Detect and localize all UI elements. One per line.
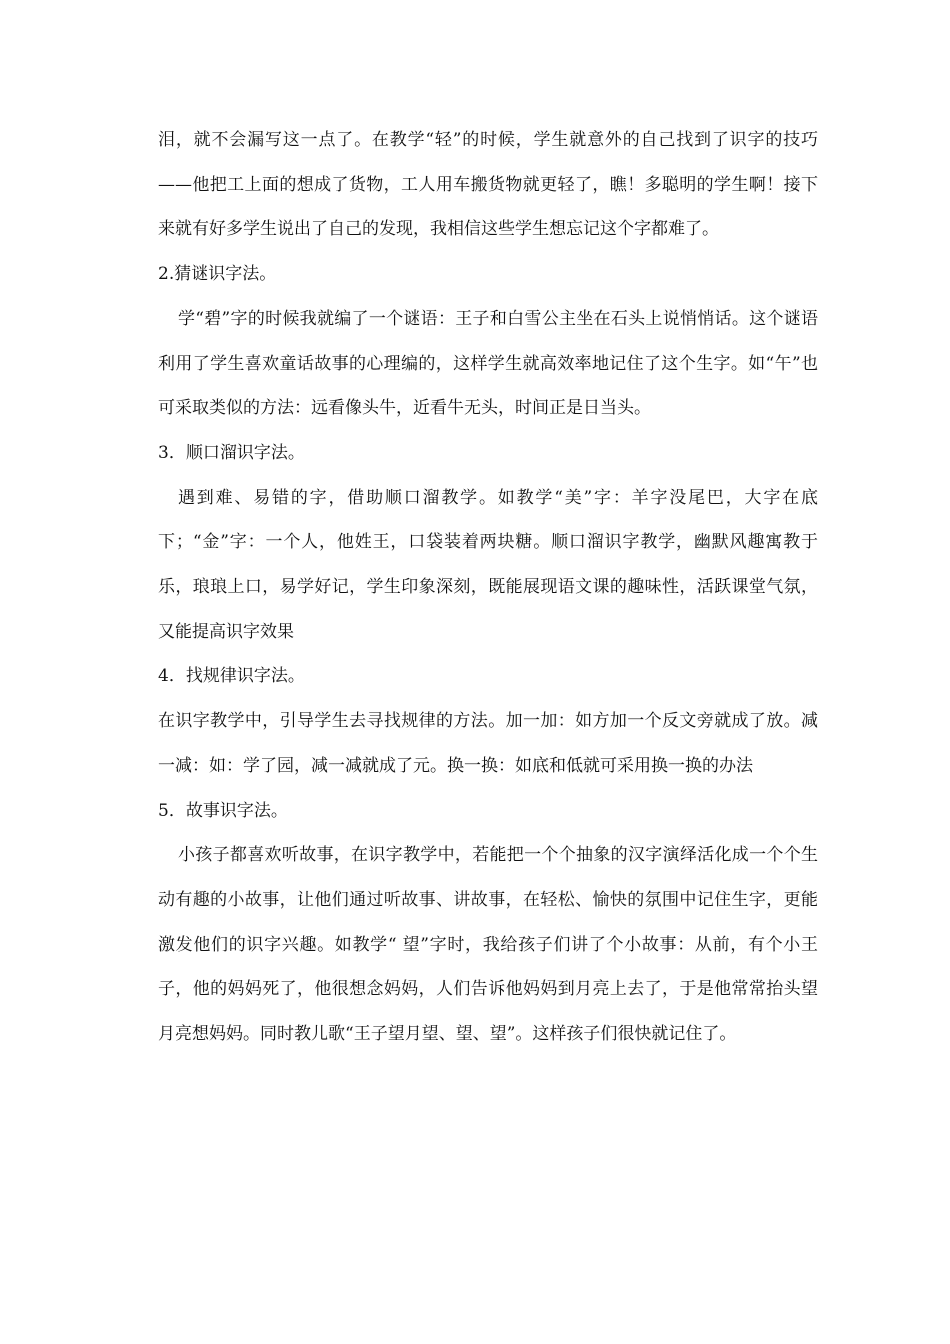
document-body — [158, 118, 818, 1057]
section-heading-riddle: 2.猜谜识字法。 — [158, 264, 277, 285]
paragraph-riddle-method: 学“碧”字的时候我就编了一个谜语：王子和白雪公主坐在石头上说悄悄话。这个谜语利用了学生喜欢童话故事的心理编的，这样学生就高效率地记住了这个生字。如“午”也可采取类似的方法：远看像头牛，近看牛无头，时间正是日当头。 — [158, 308, 818, 419]
paragraph-continuation: 泪，就不会漏写这一点了。在教学“轻”的时候，学生就意外的自己找到了识字的技巧——他把工上面的想成了货物，工人用车搬货物就更轻了，瞧！多聪明的学生啊！接下来就有好多学生说出了自己的发现，我相信这些学生想忘记这个字都难了。 — [158, 130, 818, 240]
section-heading-story: 5．故事识字法。 — [158, 800, 288, 821]
section-heading-rhyme: 3．顺口溜识字法。 — [158, 442, 305, 463]
paragraph-pattern-method: 在识字教学中，引导学生去寻找规律的方法。加一加：如方加一个反文旁就成了放。减一减：如：学了园，减一减就成了元。换一换：如底和低就可采用换一换的办法 — [158, 711, 818, 776]
paragraph-rhyme-method: 遇到难、易错的字，借助顺口溜教学。如教学“美”字：羊字没尾巴，大字在底下；“金”字：一个人，他姓王，口袋装着两块糖。顺口溜识字教学，幽默风趣寓教于乐，琅琅上口，易学好记，学生印象深刻，既能展现语文课的趣味性，活跃课堂气氛，又能提高识字效果 — [158, 487, 818, 642]
paragraph-story-method: 小孩子都喜欢听故事，在识字教学中，若能把一个个抽象的汉字演绎活化成一个个生动有趣的小故事，让他们通过听故事、讲故事，在轻松、愉快的氛围中记住生字，更能激发他们的识字兴趣。如教学“ 望”字时，我给孩子们讲了个小故事：从前，有个小王子，他的妈妈死了，他很想念妈妈，人们告诉他妈妈到月亮上去了，于是他常常抬头望月亮想妈妈。同时教儿歌“王子望月望、望、望”。这样孩子们很快就记住了。 — [158, 845, 818, 1045]
section-heading-pattern: 4．找规律识字法。 — [158, 666, 305, 687]
